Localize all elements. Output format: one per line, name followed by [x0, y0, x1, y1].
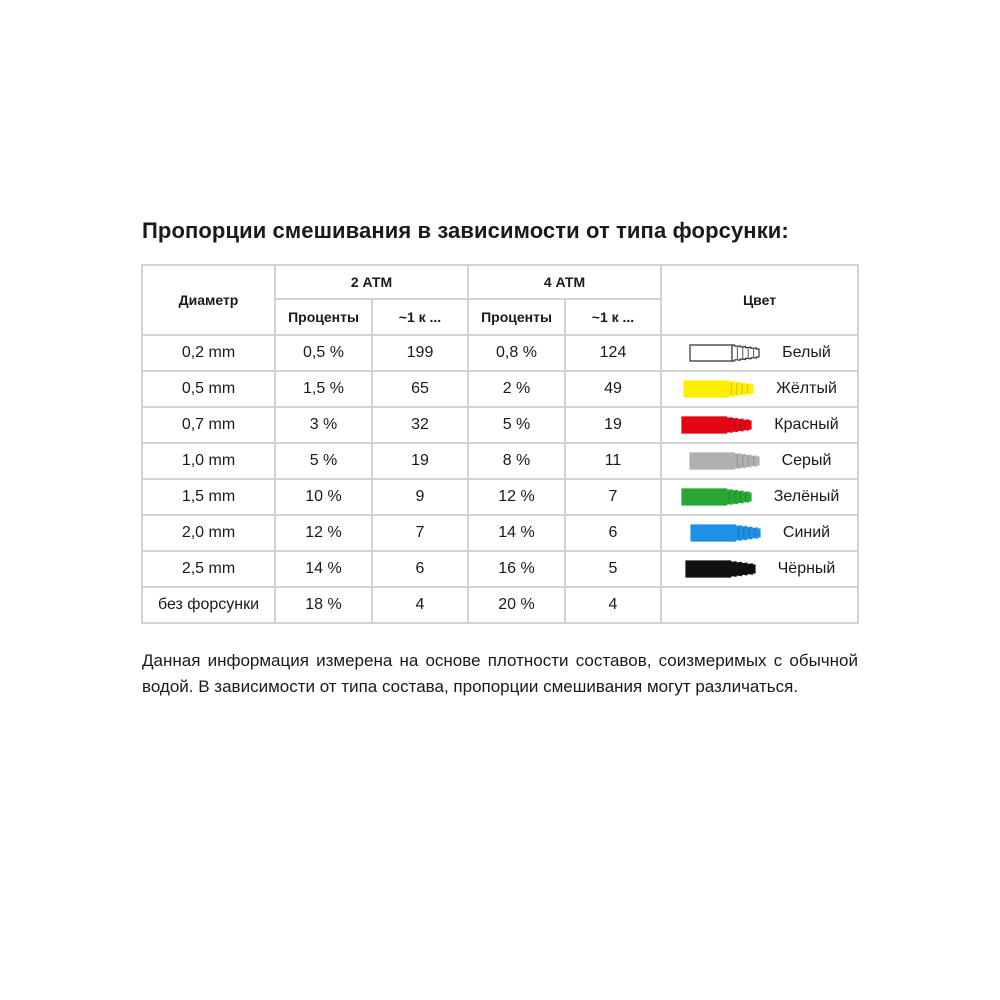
header-4atm: 4 АТМ: [468, 265, 661, 299]
cell-ratio-4atm: 5: [565, 551, 661, 587]
header-percent-2atm: Проценты: [275, 299, 372, 335]
cell-color: [661, 479, 858, 515]
cell-percent-4atm: 20 %: [468, 587, 565, 623]
cell-percent-4atm: 5 %: [468, 407, 565, 443]
cell-percent-2atm: 3 %: [275, 407, 372, 443]
color-name: Зелёный: [773, 488, 840, 505]
footnote: Данная информация измерена на основе плотности составов, соизмеримых с обычной водой. В зависимости от типа состава, пропорции смешивания могут различаться.: [142, 651, 858, 696]
cell-ratio-4atm: 7: [565, 479, 661, 515]
color-name: Синий: [782, 524, 831, 541]
color-name: Жёлтый: [776, 380, 837, 397]
header-diameter: Диаметр: [142, 265, 275, 335]
header-ratio-4atm: ~1 к ...: [565, 299, 661, 335]
cell-ratio-4atm: 49: [565, 371, 661, 407]
nozzle-icon: [688, 450, 760, 472]
cell-diameter: без форсунки: [142, 587, 275, 623]
nozzle-icon: [680, 486, 752, 508]
table-row: [142, 371, 858, 407]
cell-ratio-2atm: 9: [372, 479, 468, 515]
cell-diameter: 0,5 mm: [142, 371, 275, 407]
cell-percent-2atm: 14 %: [275, 551, 372, 587]
table-row: [142, 443, 858, 479]
header-ratio-2atm: ~1 к ...: [372, 299, 468, 335]
cell-ratio-2atm: 199: [372, 335, 468, 371]
table-row: [142, 479, 858, 515]
cell-color: [661, 371, 858, 407]
cell-ratio-2atm: 19: [372, 443, 468, 479]
cell-ratio-2atm: 7: [372, 515, 468, 551]
cell-color: [661, 587, 858, 623]
cell-diameter: 0,7 mm: [142, 407, 275, 443]
table-row: [142, 551, 858, 587]
cell-ratio-2atm: 32: [372, 407, 468, 443]
table-row: [142, 407, 858, 443]
header-percent-4atm: Проценты: [468, 299, 565, 335]
nozzle-icon: [688, 342, 760, 364]
cell-ratio-4atm: 19: [565, 407, 661, 443]
page-title: Пропорции смешивания в зависимости от типа форсунки:: [142, 218, 789, 243]
header-color: Цвет: [661, 265, 858, 335]
cell-diameter: 1,0 mm: [142, 443, 275, 479]
cell-percent-2atm: 5 %: [275, 443, 372, 479]
cell-percent-2atm: 12 %: [275, 515, 372, 551]
cell-color: [661, 551, 858, 587]
cell-diameter: 1,5 mm: [142, 479, 275, 515]
nozzle-icon: [684, 558, 756, 580]
cell-ratio-4atm: 6: [565, 515, 661, 551]
cell-percent-4atm: 12 %: [468, 479, 565, 515]
cell-percent-4atm: 8 %: [468, 443, 565, 479]
cell-ratio-4atm: 11: [565, 443, 661, 479]
cell-ratio-2atm: 4: [372, 587, 468, 623]
cell-ratio-2atm: 65: [372, 371, 468, 407]
table-row: [142, 515, 858, 551]
cell-percent-2atm: 18 %: [275, 587, 372, 623]
mixing-proportions-table: [141, 264, 859, 624]
cell-ratio-4atm: 124: [565, 335, 661, 371]
color-name: Серый: [781, 452, 832, 469]
table-row: [142, 335, 858, 371]
cell-percent-2atm: 10 %: [275, 479, 372, 515]
cell-diameter: 2,0 mm: [142, 515, 275, 551]
table-row: [142, 587, 858, 623]
cell-percent-2atm: 1,5 %: [275, 371, 372, 407]
nozzle-icon: [689, 522, 761, 544]
cell-ratio-2atm: 6: [372, 551, 468, 587]
cell-diameter: 2,5 mm: [142, 551, 275, 587]
nozzle-icon: [680, 414, 752, 436]
cell-color: [661, 443, 858, 479]
cell-color: [661, 407, 858, 443]
cell-diameter: 0,2 mm: [142, 335, 275, 371]
cell-percent-4atm: 14 %: [468, 515, 565, 551]
cell-color: [661, 515, 858, 551]
cell-percent-4atm: 16 %: [468, 551, 565, 587]
cell-color: [661, 335, 858, 371]
color-name: Белый: [782, 344, 831, 361]
color-name: Чёрный: [777, 560, 836, 577]
cell-percent-4atm: 0,8 %: [468, 335, 565, 371]
cell-percent-2atm: 0,5 %: [275, 335, 372, 371]
nozzle-icon: [682, 378, 754, 400]
header-2atm: 2 АТМ: [275, 265, 468, 299]
cell-percent-4atm: 2 %: [468, 371, 565, 407]
cell-ratio-4atm: 4: [565, 587, 661, 623]
color-name: Красный: [774, 416, 839, 433]
